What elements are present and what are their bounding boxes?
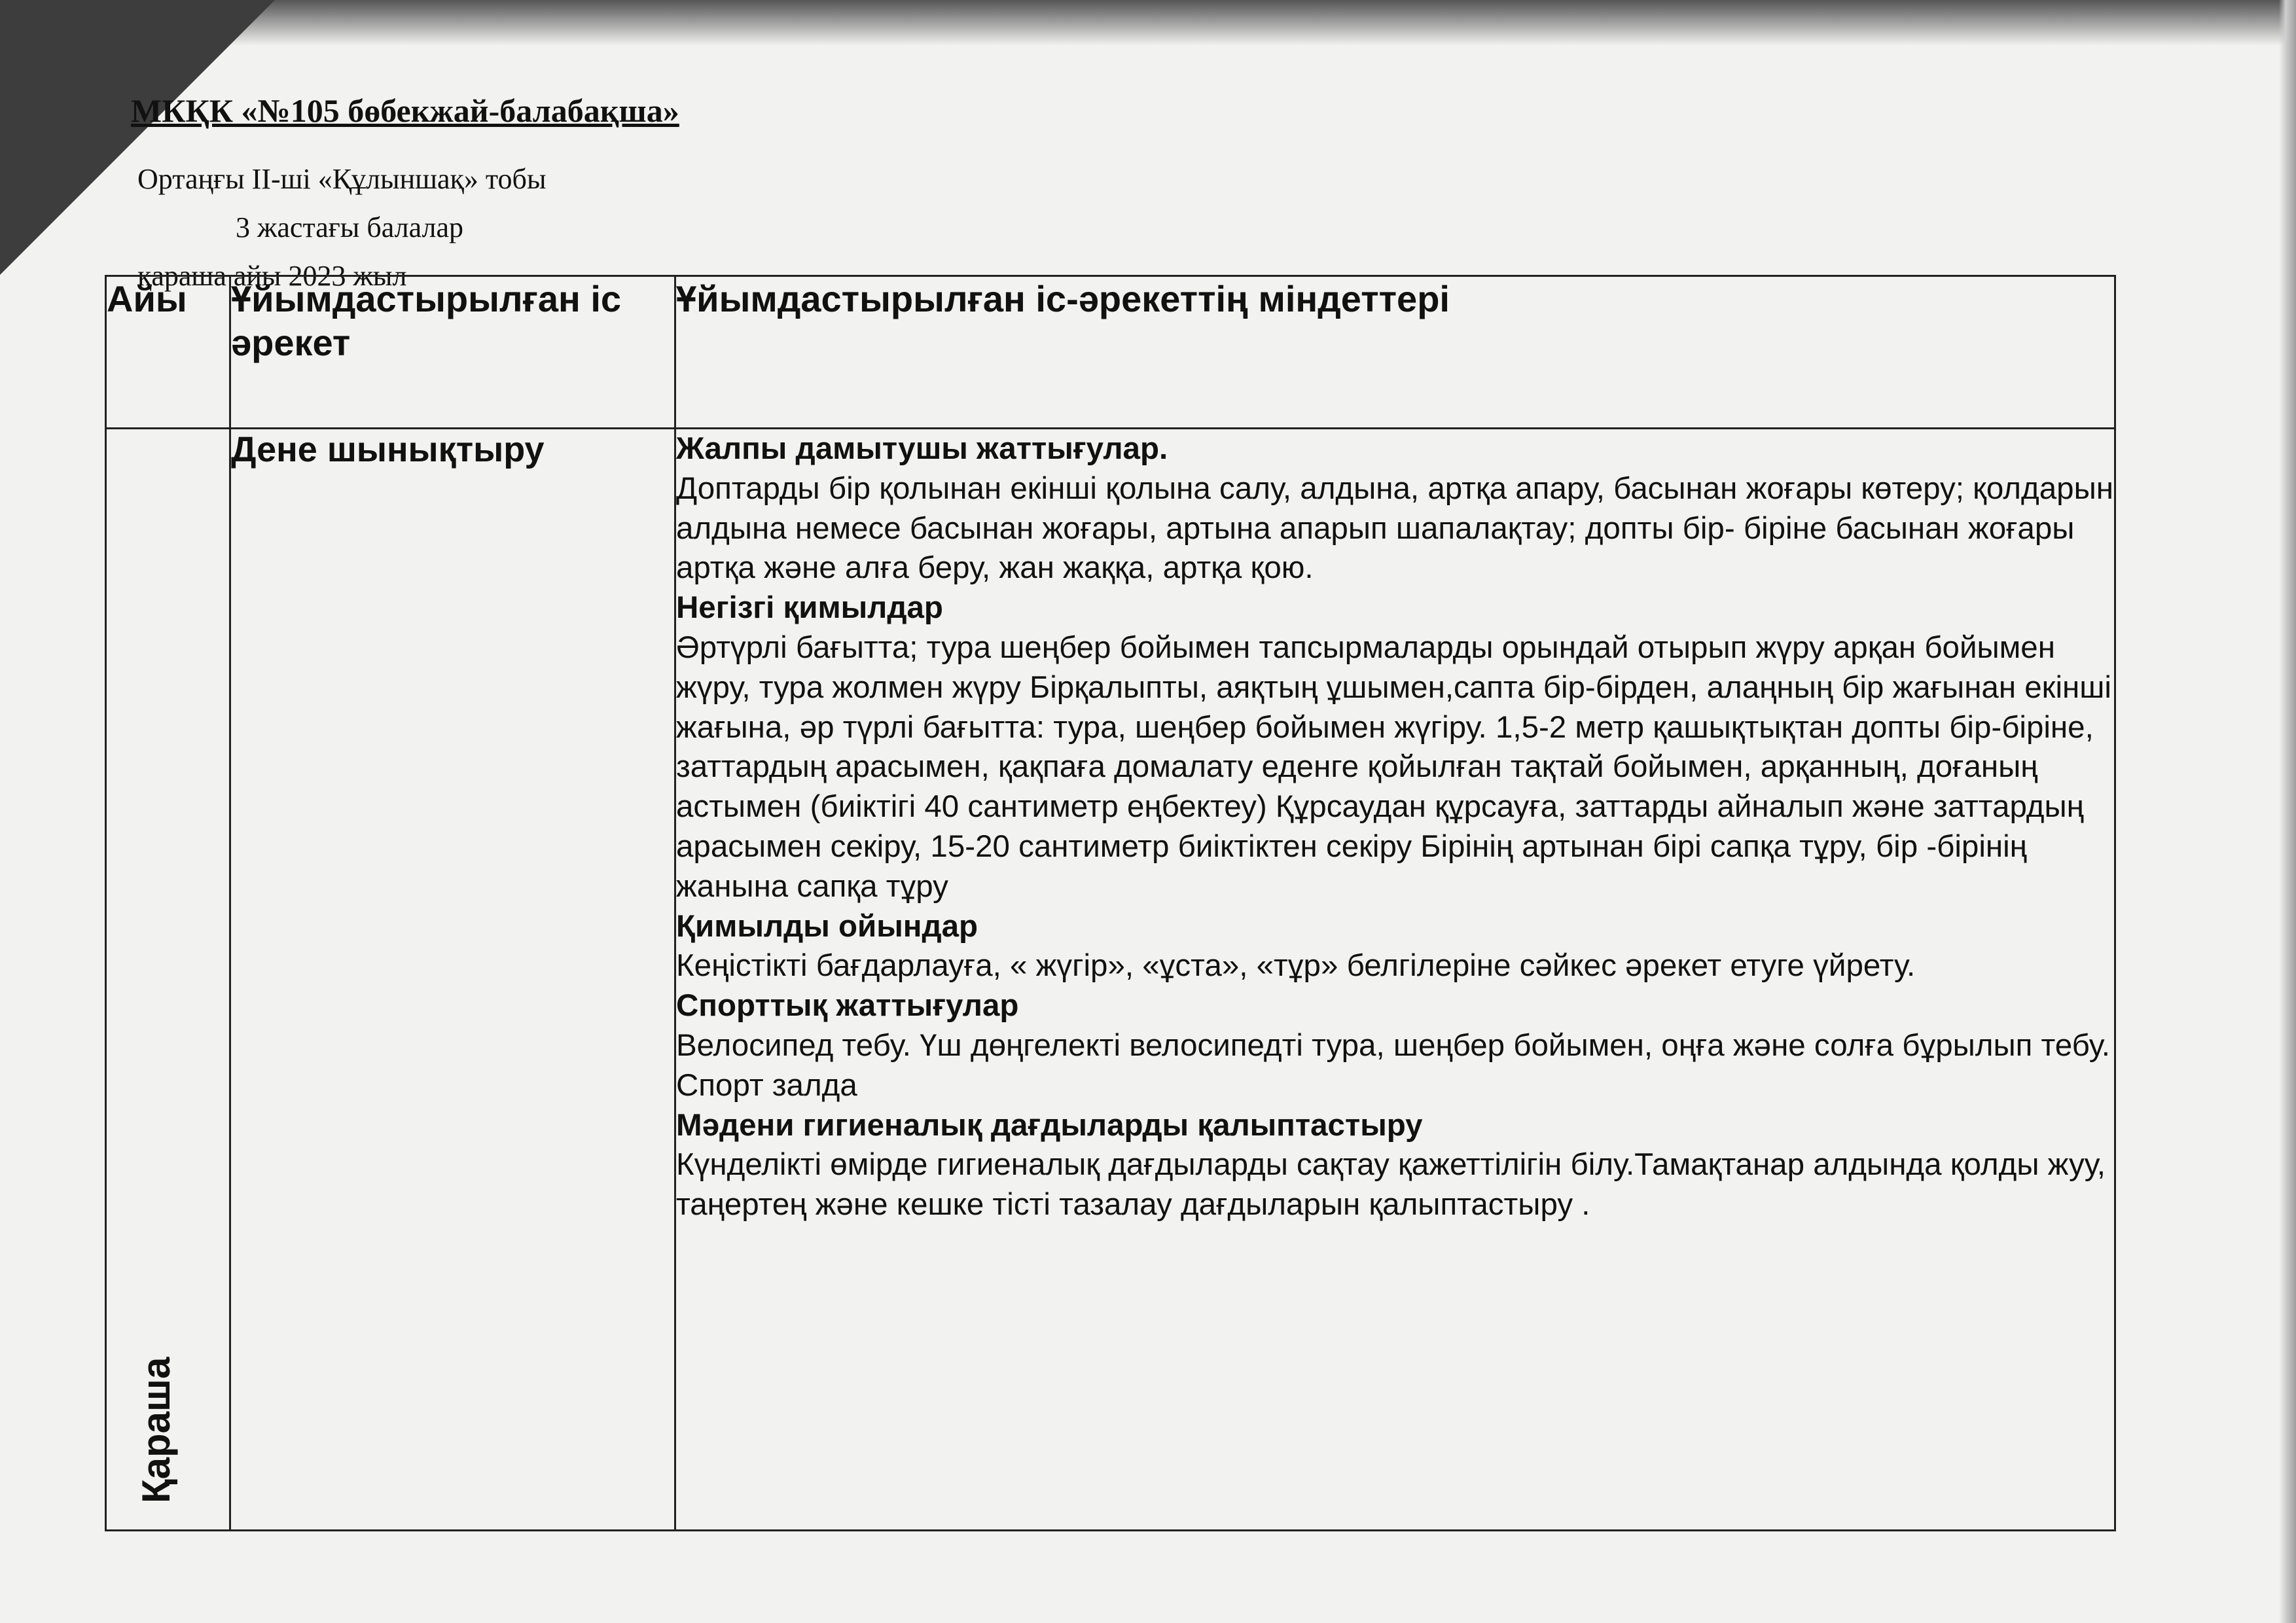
section-text: Әртүрлі бағытта; тура шеңбер бойымен тапсырмаларды орындай отырып жүру арқан бойымен жүру, тура жолмен жүру Бірқалыпты, аяқтың ұшымен,сапта бір-бірден, алаңның бір жағынан екінші жағына, әр түрлі бағытта: тура, шеңбер бойымен жүгіру. 1,5-2 метр қашықтықтан допты бір-біріне, заттардың арасымен, қақпаға домалату еденге қойылған тақтай бойымен, арқанның, доғаның астымен (биіктігі 40 сантиметр еңбектеу) Құрсаудан құрсауға, заттарды айналып және заттардың арасымен секіру, 15-20 сантиметр биіктіктен секіру Бірінің артынан бірі сапқа тұру, бір -бірінің жанына сапқа тұру bbox=[676, 630, 2111, 904]
activity-name: Дене шынықтыру bbox=[230, 429, 675, 1531]
activity-plan-table bbox=[105, 275, 2116, 1531]
age-group: 3 жастағы балалар bbox=[236, 211, 464, 243]
section-basic-movements bbox=[676, 588, 2114, 906]
table-row bbox=[106, 429, 2115, 1531]
section-general-exercises bbox=[676, 429, 2114, 588]
section-title: Қимылды ойындар bbox=[676, 908, 978, 944]
section-title: Спорттық жаттығулар bbox=[676, 988, 1019, 1024]
section-title: Мәдени гигиеналық дағдыларды қалыптастыру bbox=[676, 1107, 1423, 1143]
header-month: Айы bbox=[106, 276, 230, 429]
section-active-games bbox=[676, 907, 2114, 987]
month-cell bbox=[106, 429, 230, 1531]
table-header-row bbox=[106, 276, 2115, 429]
tasks-cell bbox=[675, 429, 2115, 1531]
section-sport-exercises bbox=[676, 986, 2114, 1105]
section-text: Кеңістікті бағдарлауға, « жүгір», «ұста», «тұр» белгілеріне сәйкес әрекет етуге үйрету. bbox=[676, 948, 1916, 984]
section-title: Жалпы дамытушы жаттығулар. bbox=[676, 431, 1168, 466]
month-label: Қараша bbox=[134, 1357, 178, 1503]
section-text: Доптарды бір қолынан екінші қолына салу, алдына, артқа апару, басынан жоғары көтеру; қолдарын алдына немесе басынан жоғары, артына апарып шапалақтау; допты бір- біріне басынан жоғары артқа және алға беру, жан жаққа, артқа қою. bbox=[676, 471, 2113, 586]
section-hygiene-skills bbox=[676, 1106, 2114, 1225]
scan-right-edge bbox=[2279, 0, 2296, 1623]
section-text: Велосипед тебу. Үш дөңгелекті велосипедті тура, шеңбер бойымен, оңға және солға бұрылып тебу. Спорт залда bbox=[676, 1027, 2110, 1103]
plan-date: қараша айы 2023 жыл bbox=[137, 260, 407, 292]
section-title: Негізгі қимылдар bbox=[676, 590, 943, 626]
scan-top-shadow bbox=[0, 0, 2296, 46]
organization-name: МКҚК «№105 бөбекжай-балабақша» bbox=[131, 92, 679, 129]
section-text: Күнделікті өмірде гигиеналық дағдыларды сақтау қажеттілігін білу.Тамақтанар алдында қолды жуу, таңертең және кешке тісті тазалау дағдыларын қалыптастыру . bbox=[676, 1147, 2106, 1222]
folded-corner bbox=[0, 0, 275, 275]
header-tasks: Ұйымдастырылған іс-әрекеттің міндеттері bbox=[675, 276, 2115, 429]
group-name: Ортаңғы ІІ-ші «Құлыншақ» тобы bbox=[137, 163, 547, 195]
header-activity: Ұйымдастырылған іс әрекет bbox=[230, 276, 675, 429]
